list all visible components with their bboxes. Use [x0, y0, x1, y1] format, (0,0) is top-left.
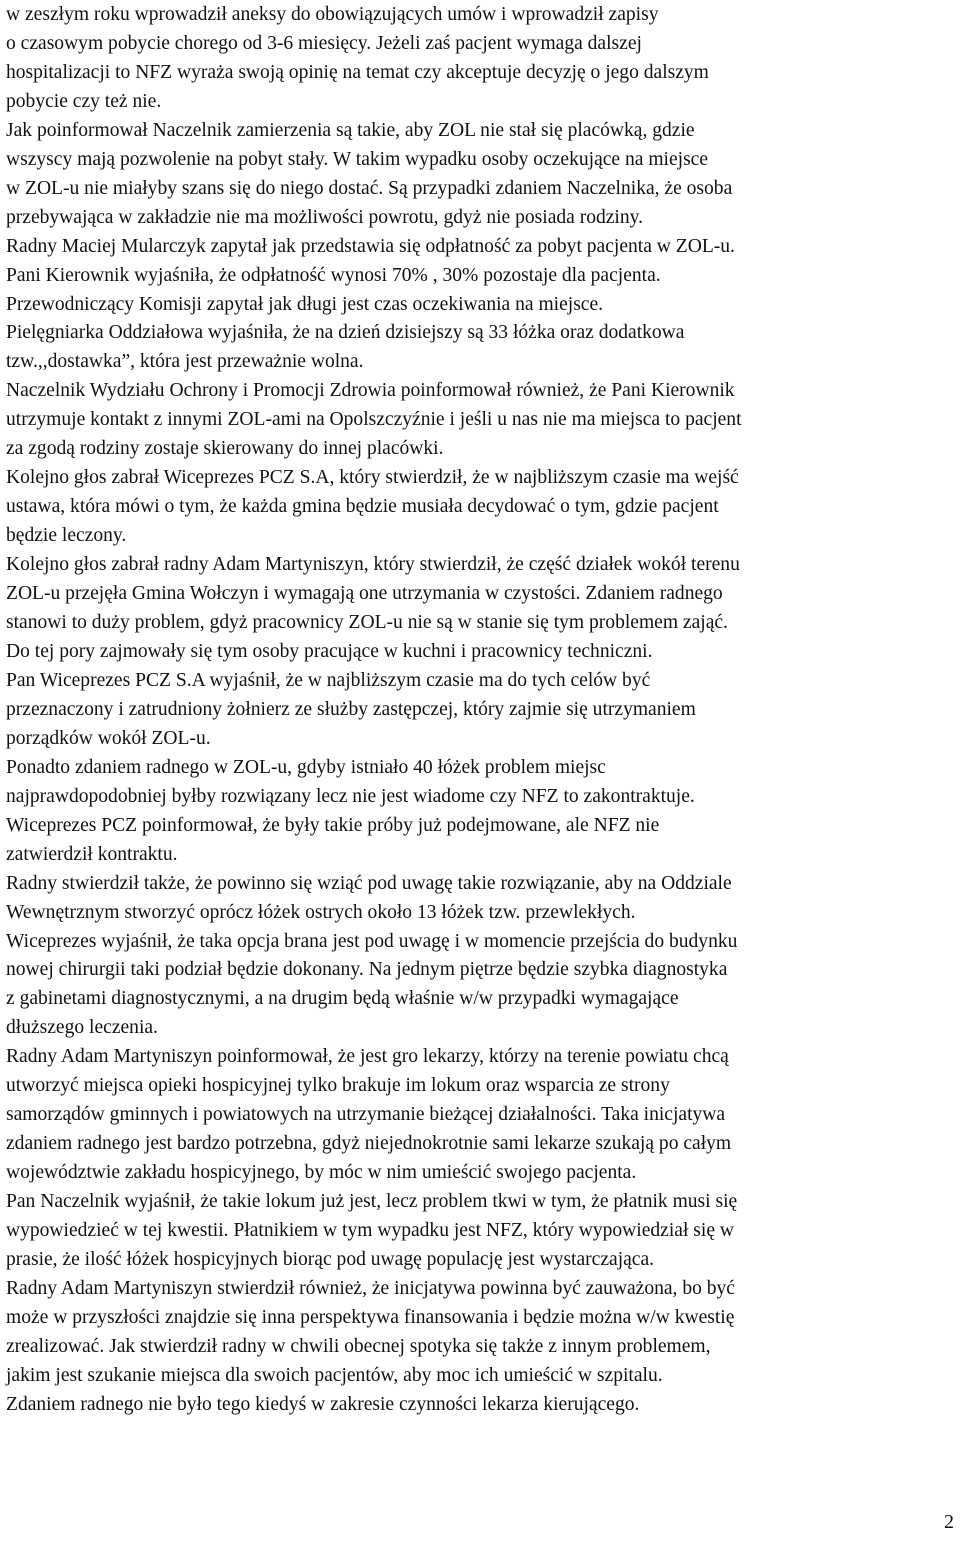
text-line: ZOL-u przejęła Gmina Wołczyn i wymagają one utrzymania w czystości. Zdaniem radnego	[6, 583, 723, 605]
text-line: Zdaniem radnego nie było tego kiedyś w zakresie czynności lekarza kierującego.	[6, 1393, 640, 1415]
text-line: Jak poinformował Naczelnik zamierzenia są takie, aby ZOL nie stał się placówką, gdzie	[6, 119, 695, 141]
text-line: zrealizować. Jak stwierdził radny w chwili obecnej spotyka się także z innym problemem,	[6, 1335, 711, 1357]
text-line: z gabinetami diagnostycznymi, a na drugim będą właśnie w/w przypadki wymagające	[6, 988, 679, 1010]
text-line: Wiceprezes wyjaśnił, że taka opcja brana jest pod uwagę i w momencie przejścia do budynku	[6, 930, 738, 952]
text-line: Radny Adam Martyniszyn poinformował, że jest gro lekarzy, którzy na terenie powiatu chcą	[6, 1046, 729, 1068]
text-line: wszyscy mają pozwolenie na pobyt stały. W takim wypadku osoby oczekujące na miejsce	[6, 148, 709, 170]
page-number: 2	[944, 1511, 954, 1533]
text-line: o czasowym pobycie chorego od 3-6 miesięcy. Jeżeli zaś pacjent wymaga dalszej	[6, 32, 642, 54]
text-line: Kolejno głos zabrał Wiceprezes PCZ S.A, który stwierdził, że w najbliższym czasie ma wejść	[6, 467, 739, 489]
text-line: zdaniem radnego jest bardzo potrzebna, gdyż niejednokrotnie sami lekarze szukają po całym	[6, 1133, 732, 1155]
text-line: Przewodniczący Komisji zapytał jak długi jest czas oczekiwania na miejsce.	[6, 293, 604, 315]
text-line: porządków wokół ZOL-u.	[6, 727, 211, 749]
text-line: Wewnętrznym stworzyć oprócz łóżek ostrych około 13 łóżek tzw. przewlekłych.	[6, 901, 636, 923]
text-line: za zgodą rodziny zostaje skierowany do innej placówki.	[6, 438, 444, 460]
text-line: przeznaczony i zatrudniony żołnierz ze służby zastępczej, który zajmie się utrzymaniem	[6, 698, 696, 720]
text-line: pobycie czy też nie.	[6, 90, 162, 112]
text-line: samorządów gminnych i powiatowych na utrzymanie bieżącej działalności. Taka inicjatywa	[6, 1104, 726, 1126]
text-line: hospitalizacji to NFZ wyraża swoją opinię na temat czy akceptuje decyzję o jego dalszym	[6, 61, 709, 83]
text-line: jakim jest szukanie miejsca dla swoich pacjentów, aby moc ich umieścić w szpitalu.	[6, 1364, 663, 1386]
text-line: przebywająca w zakładzie nie ma możliwości powrotu, gdyż nie posiada rodziny.	[6, 206, 644, 228]
text-line: Do tej pory zajmowały się tym osoby pracujące w kuchni i pracownicy techniczni.	[6, 640, 653, 662]
text-line: Radny Maciej Mularczyk zapytał jak przedstawia się odpłatność za pobyt pacjenta w ZOL-u.	[6, 235, 735, 257]
text-line: nowej chirurgii taki podział będzie dokonany. Na jednym piętrze będzie szybka diagnostyka	[6, 959, 728, 981]
text-line: ustawa, która mówi o tym, że każda gmina będzie musiała decydować o tym, gdzie pacjent	[6, 496, 719, 518]
text-line: w ZOL-u nie miałyby szans się do niego dostać. Są przypadki zdaniem Naczelnika, że osoba	[6, 177, 733, 199]
text-line: Wiceprezes PCZ poinformował, że były takie próby już podejmowane, ale NFZ nie	[6, 814, 660, 836]
text-line: Pan Wiceprezes PCZ S.A wyjaśnił, że w najbliższym czasie ma do tych celów być	[6, 669, 651, 691]
text-line: województwie zakładu hospicyjnego, by móc w nim umieścić swojego pacjenta.	[6, 1162, 637, 1184]
text-line: najprawdopodobniej byłby rozwiązany lecz nie jest wiadome czy NFZ to zakontraktuje.	[6, 785, 695, 807]
text-line: stanowi to duży problem, gdyż pracownicy ZOL-u nie są w stanie się tym problemem zająć.	[6, 612, 728, 634]
text-line: zatwierdził kontraktu.	[6, 843, 178, 865]
text-line: może w przyszłości znajdzie się inna perspektywa finansowania i będzie można w/w kwestię	[6, 1306, 735, 1328]
text-line: Pielęgniarka Oddziałowa wyjaśniła, że na dzień dzisiejszy są 33 łóżka oraz dodatkowa	[6, 322, 685, 344]
text-line: utrzymuje kontakt z innymi ZOL-ami na Opolszczyźnie i jeśli u nas nie ma miejsca to pacjent	[6, 409, 742, 431]
text-line: utworzyć miejsca opieki hospicyjnej tylko brakuje im lokum oraz wsparcia ze strony	[6, 1075, 670, 1097]
text-line: Radny Adam Martyniszyn stwierdził również, że inicjatywa powinna być zauważona, bo być	[6, 1277, 735, 1299]
body-text	[6, 1, 958, 1420]
text-line: prasie, że ilość łóżek hospicyjnych biorąc pod uwagę populację jest wystarczająca.	[6, 1248, 655, 1270]
text-line: będzie leczony.	[6, 525, 127, 547]
text-line: tzw.,,dostawka”, która jest przeważnie wolna.	[6, 351, 364, 373]
text-line: Kolejno głos zabrał radny Adam Martyniszyn, który stwierdził, że część działek wokół terenu	[6, 554, 740, 576]
text-line: Radny stwierdził także, że powinno się wziąć pod uwagę takie rozwiązanie, aby na Oddziale	[6, 872, 732, 894]
text-line: Ponadto zdaniem radnego w ZOL-u, gdyby istniało 40 łóżek problem miejsc	[6, 756, 606, 778]
text-line: Pani Kierownik wyjaśniła, że odpłatność wynosi 70% , 30% pozostaje dla pacjenta.	[6, 264, 661, 286]
text-line: w zeszłym roku wprowadził aneksy do obowiązujących umów i wprowadził zapisy	[6, 4, 659, 25]
text-line: dłuższego leczenia.	[6, 1017, 158, 1039]
text-line: wypowiedzieć w tej kwestii. Płatnikiem w tym wypadku jest NFZ, który wypowiedział się w	[6, 1220, 734, 1242]
text-line: Naczelnik Wydziału Ochrony i Promocji Zdrowia poinformował również, że Pani Kierownik	[6, 380, 735, 402]
text-line: Pan Naczelnik wyjaśnił, że takie lokum już jest, lecz problem tkwi w tym, że płatnik musi się	[6, 1191, 738, 1213]
